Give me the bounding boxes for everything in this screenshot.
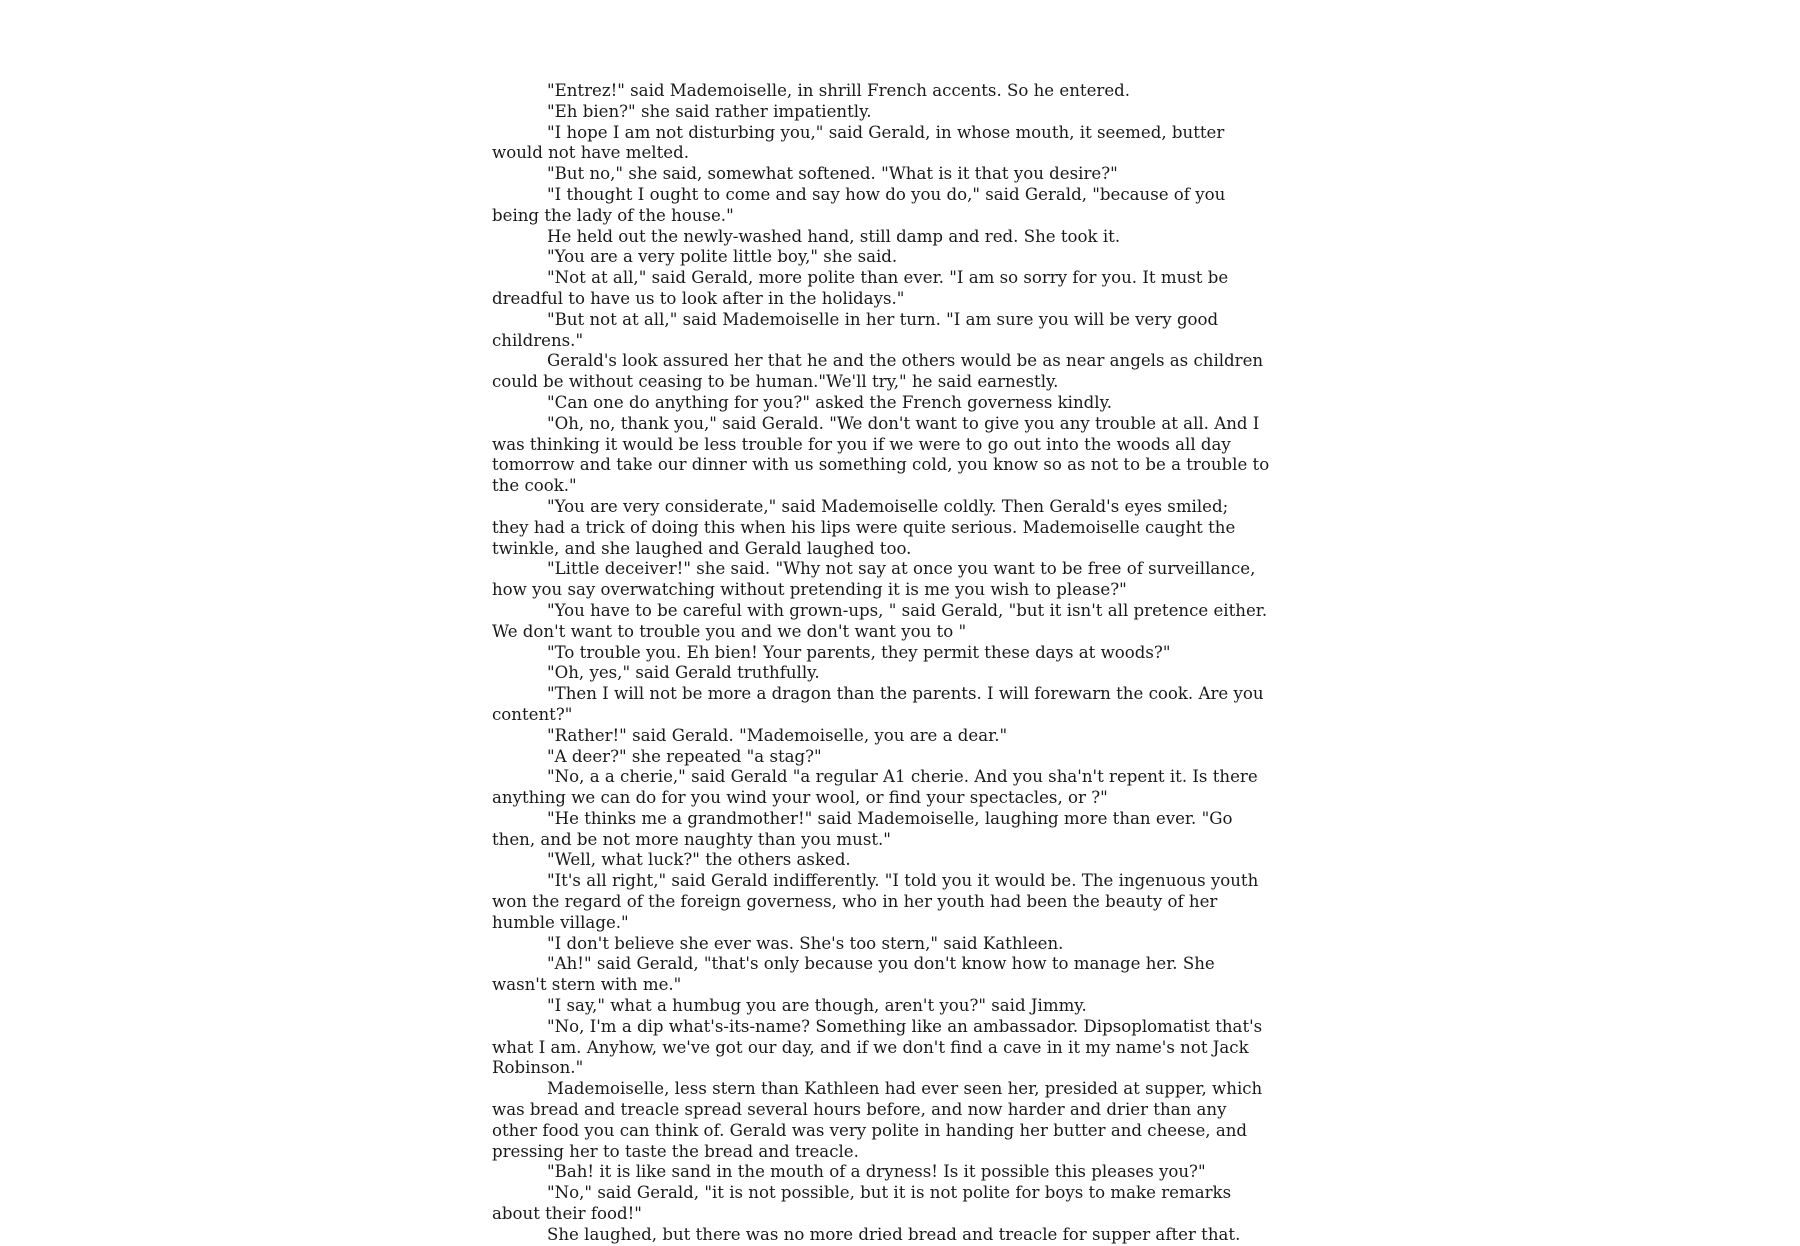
paragraph: "A deer?" she repeated "a stag?" xyxy=(547,746,822,766)
paragraph: "It's all right," said Gerald indifferently. "I told you it would be. The ingenuous youth won the regard of the foreign governess, who in her youth had been the beauty of her humble village." xyxy=(492,871,1259,932)
paragraph: "Ah!" said Gerald, "that's only because you don't know how to manage her. She wasn't stern with me." xyxy=(492,954,1215,995)
paragraph: "Then I will not be more a dragon than the parents. I will forewarn the cook. Are you content?" xyxy=(492,684,1264,724)
paragraph: Gerald's look assured her that he and the others would be as near angels as children could be without ceasing to be human."We'll try," he said earnestly. xyxy=(492,351,1264,392)
paragraph: "I don't believe she ever was. She's too stern," said Kathleen. xyxy=(547,933,1064,953)
paragraph: "But not at all," said Mademoiselle in her turn. "I am sure you will be very good childrens." xyxy=(492,309,1219,350)
paragraph: "No, I'm a dip what's-its-name? Something like an ambassador. Dipsoplomatist that's what I am. Anyhow, we've got our day, and if we don't find a cave in it my name's not Jack Robinson." xyxy=(492,1016,1263,1078)
body-text xyxy=(492,81,1270,1246)
paragraph: "Bah! it is like sand in the mouth of a dryness! Is it possible this pleases you?" xyxy=(547,1162,1206,1182)
paragraph: "Oh, yes," said Gerald truthfully. xyxy=(547,663,820,683)
paragraph: She laughed, but there was no more dried bread and treacle for supper after that. xyxy=(547,1224,1241,1244)
paragraph: "To trouble you. Eh bien! Your parents, they permit these days at woods?" xyxy=(547,642,1171,662)
paragraph: "I say," what a humbug you are though, aren't you?" said Jimmy. xyxy=(547,996,1087,1016)
paragraph: "You are a very polite little boy," she said. xyxy=(547,247,898,267)
paragraph: "I hope I am not disturbing you," said Gerald, in whose mouth, it seemed, butter would not have melted. xyxy=(492,122,1225,163)
paragraph: "You are very considerate," said Mademoiselle coldly. Then Gerald's eyes smiled; they had a trick of doing this when his lips were quite serious. Mademoiselle caught the twinkle, and she laughed and Gerald laughed too. xyxy=(492,496,1236,558)
paragraph: "No, a a cherie," said Gerald "a regular A1 cherie. And you sha'n't repent it. Is there anything we can do for you wind your wool, or find your spectacles, or ?" xyxy=(492,767,1258,808)
paragraph: "I thought I ought to come and say how do you do," said Gerald, "because of you being the lady of the house." xyxy=(492,184,1226,225)
paragraph: "He thinks me a grandmother!" said Mademoiselle, laughing more than ever. "Go then, and be not more naughty than you must." xyxy=(492,808,1233,849)
paragraph: "No," said Gerald, "it is not possible, but it is not polite for boys to make remarks about their food!" xyxy=(492,1183,1232,1224)
paragraph: "Not at all," said Gerald, more polite than ever. "I am so sorry for you. It must be dreadful to have us to look after in the holidays." xyxy=(492,268,1229,308)
paragraph: "Entrez!" said Mademoiselle, in shrill French accents. So he entered. xyxy=(547,81,1131,100)
paragraph: "Well, what luck?" the others asked. xyxy=(547,850,851,870)
paragraph: "You have to be careful with grown-ups, " said Gerald, "but it isn't all pretence either. We don't want to trouble you and we don't want you to " xyxy=(492,600,1268,641)
paragraph: "Can one do anything for you?" asked the French governess kindly. xyxy=(547,392,1113,412)
paragraph: "Little deceiver!" she said. "Why not say at once you want to be free of surveillance, how you say overwatching without pretending it is me you wish to please?" xyxy=(492,559,1256,600)
paragraph: Mademoiselle, less stern than Kathleen had ever seen her, presided at supper, which was bread and treacle spread several hours before, and now harder and drier than any other food you can think of. Gerald was very polite in handing her butter and cheese, and pressing her to taste the bread and treacle. xyxy=(492,1079,1263,1161)
paragraph: "Oh, no, thank you," said Gerald. "We don't want to give you any trouble at all. And I was thinking it would be less trouble for you if we were to go out into the woods all day tomorrow and take our dinner with us something cold, you know so as not to be a trouble to the cook." xyxy=(492,413,1270,496)
paragraph: "Eh bien?" she said rather impatiently. xyxy=(547,101,872,121)
paragraph: He held out the newly-washed hand, still damp and red. She took it. xyxy=(547,226,1121,246)
paragraph: "But no," she said, somewhat softened. "What is it that you desire?" xyxy=(547,164,1118,184)
paragraph: "Rather!" said Gerald. "Mademoiselle, you are a dear." xyxy=(547,725,1008,745)
